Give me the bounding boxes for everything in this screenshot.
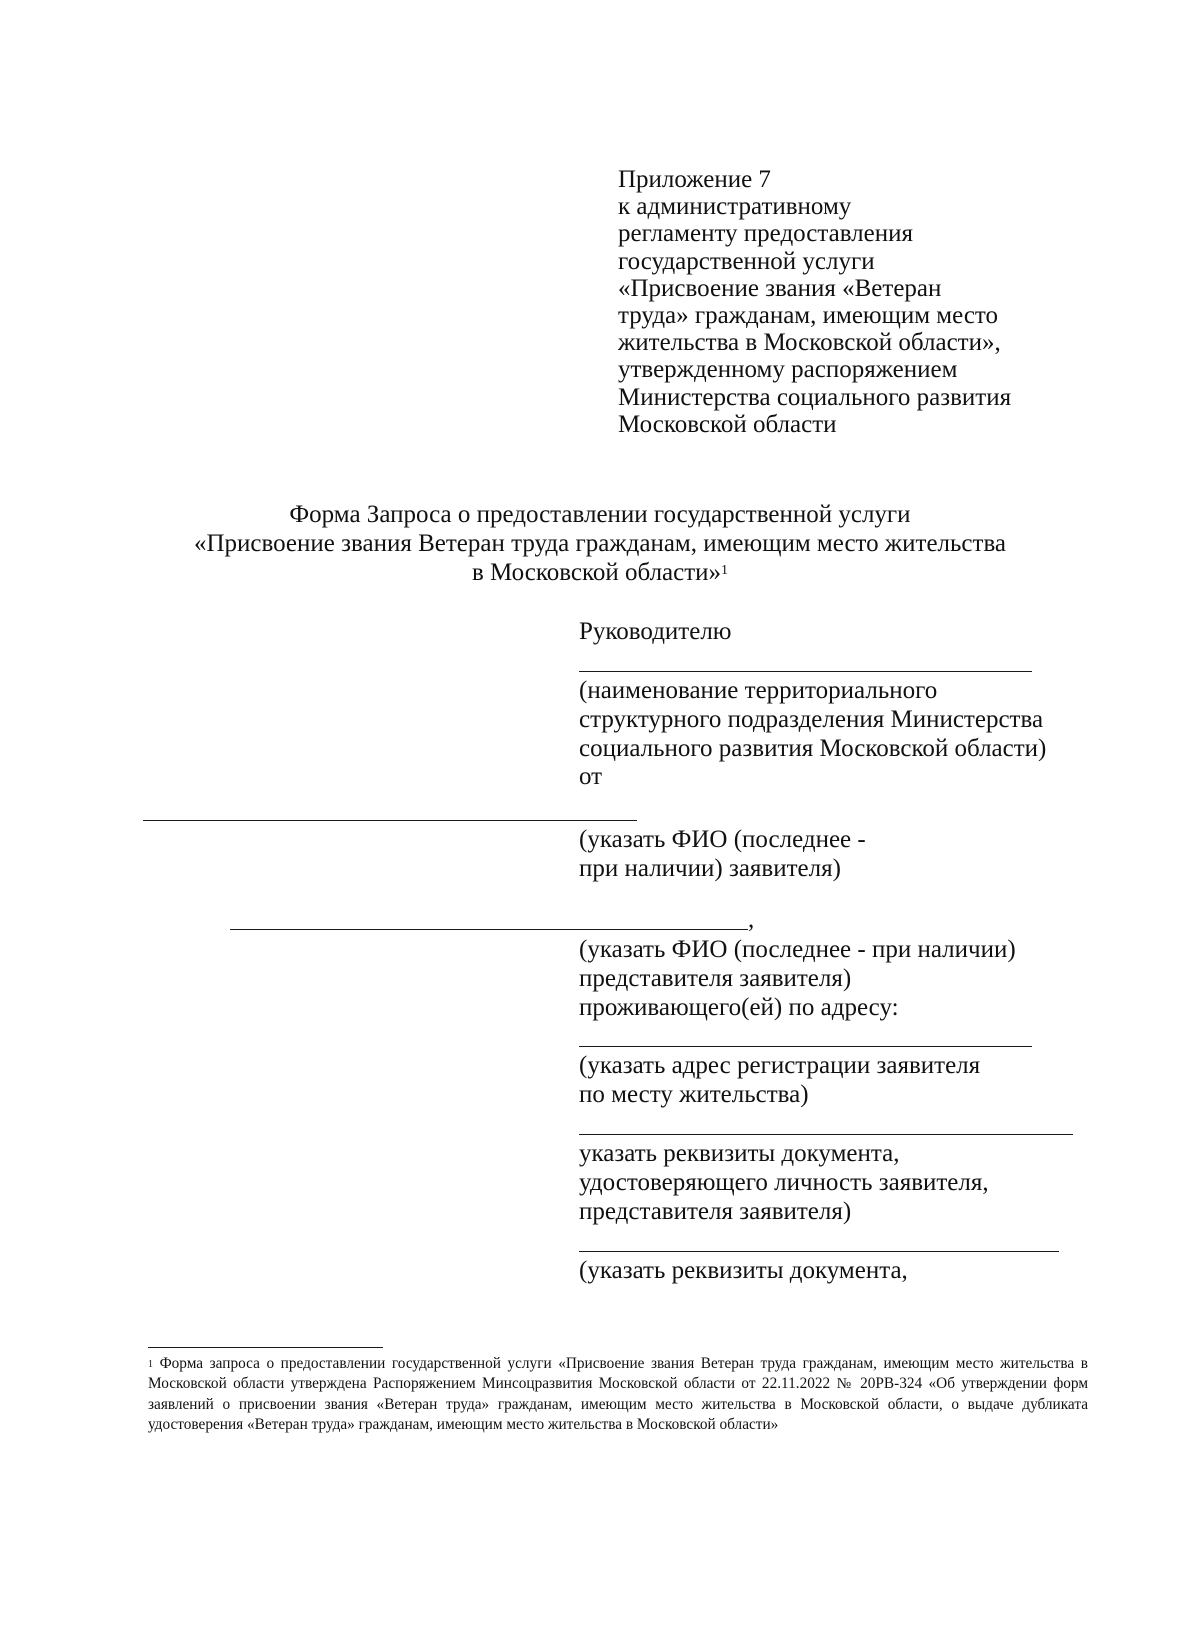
appendix-line: Министерства социального развития: [618, 383, 1012, 411]
appendix-line: жительства в Московской области»,: [618, 329, 1001, 357]
form-title-line-3-text: в Московской области»: [471, 559, 722, 586]
to-label: Руководителю: [579, 618, 732, 645]
identity-document-blank-line[interactable]: [579, 1134, 1073, 1135]
footnote-separator: [148, 1347, 383, 1348]
applicant-hint: [579, 826, 866, 884]
identity-document-hint-line: представителя заявителя): [579, 1197, 852, 1225]
footnote-number: 1: [148, 1359, 153, 1370]
address-hint: [579, 1052, 980, 1110]
organization-blank-line[interactable]: [579, 671, 1032, 672]
appendix-line: труда» гражданам, имеющим место: [618, 302, 999, 330]
from-label: от: [579, 763, 603, 791]
identity-document-hint-line: удостоверяющего личность заявителя,: [579, 1168, 989, 1196]
residing-label: проживающего(ей) по адресу:: [579, 993, 899, 1021]
address-blank-line[interactable]: [579, 1046, 1032, 1047]
second-document-hint: (указать реквизиты документа,: [579, 1257, 908, 1284]
representative-hint: [579, 936, 1016, 1022]
second-document-blank-line[interactable]: [579, 1251, 1059, 1252]
appendix-line: государственной услуги: [618, 247, 875, 275]
identity-document-hint: [579, 1140, 989, 1226]
footnote-text: Форма запроса о предоставлении государственной услуги «Присвоение звания Ветеран труда гражданам, имеющим место жительства в Московской области утверждена Распоряжением Минсоцразвития Московской области от 22.11.2022 № 20РВ-324 «Об утверждении форм заявлений о присвоении звания «Ветеран труда» гражданам, имеющим место жительства в Московской области, о выдаче дубликата удостоверения «Ветеран труда» гражданам, имеющим место жительства в Московской области»: [148, 1355, 1088, 1434]
organization-hint-line: структурного подразделения Министерства: [579, 705, 1044, 733]
appendix-line: «Присвоение звания «Ветеран: [618, 274, 942, 302]
form-title-line-2: «Присвоение звания Ветеран труда гражданам, имеющим место жительства: [193, 530, 1007, 557]
form-title-line-3: [100, 558, 1100, 587]
appendix-line: Приложение 7: [618, 166, 771, 193]
footnote-reference[interactable]: 1: [721, 563, 729, 578]
identity-document-hint-line: указать реквизиты документа,: [579, 1140, 900, 1167]
applicant-hint-line: (указать ФИО (последнее -: [579, 826, 866, 853]
address-hint-line: по месту жительства): [579, 1080, 809, 1108]
representative-name-blank-line[interactable]: [230, 929, 748, 930]
address-hint-line: (указать адрес регистрации заявителя: [579, 1052, 981, 1079]
organization-hint-line: (наименование территориального: [579, 677, 938, 704]
applicant-hint-line: при наличии) заявителя): [579, 854, 841, 882]
appendix-header: [618, 166, 1088, 438]
representative-hint-line: (указать ФИО (последнее - при наличии): [579, 936, 1016, 963]
organization-hint-line: социального развития Московской области): [579, 734, 1047, 762]
appendix-line: Московской области: [618, 410, 837, 438]
organization-hint: [579, 677, 1046, 792]
applicant-name-blank-line[interactable]: [143, 820, 637, 821]
comma: ,: [748, 906, 755, 933]
appendix-line: регламенту предоставления: [618, 220, 914, 248]
form-title-line-1: Форма Запроса о предоставлении государственной услуги: [289, 501, 911, 528]
form-title: [100, 500, 1100, 587]
appendix-line: утвержденному распоряжением: [618, 356, 958, 384]
footnote: [148, 1354, 1088, 1436]
appendix-line: к административному: [618, 193, 852, 221]
representative-hint-line: представителя заявителя): [579, 964, 852, 992]
